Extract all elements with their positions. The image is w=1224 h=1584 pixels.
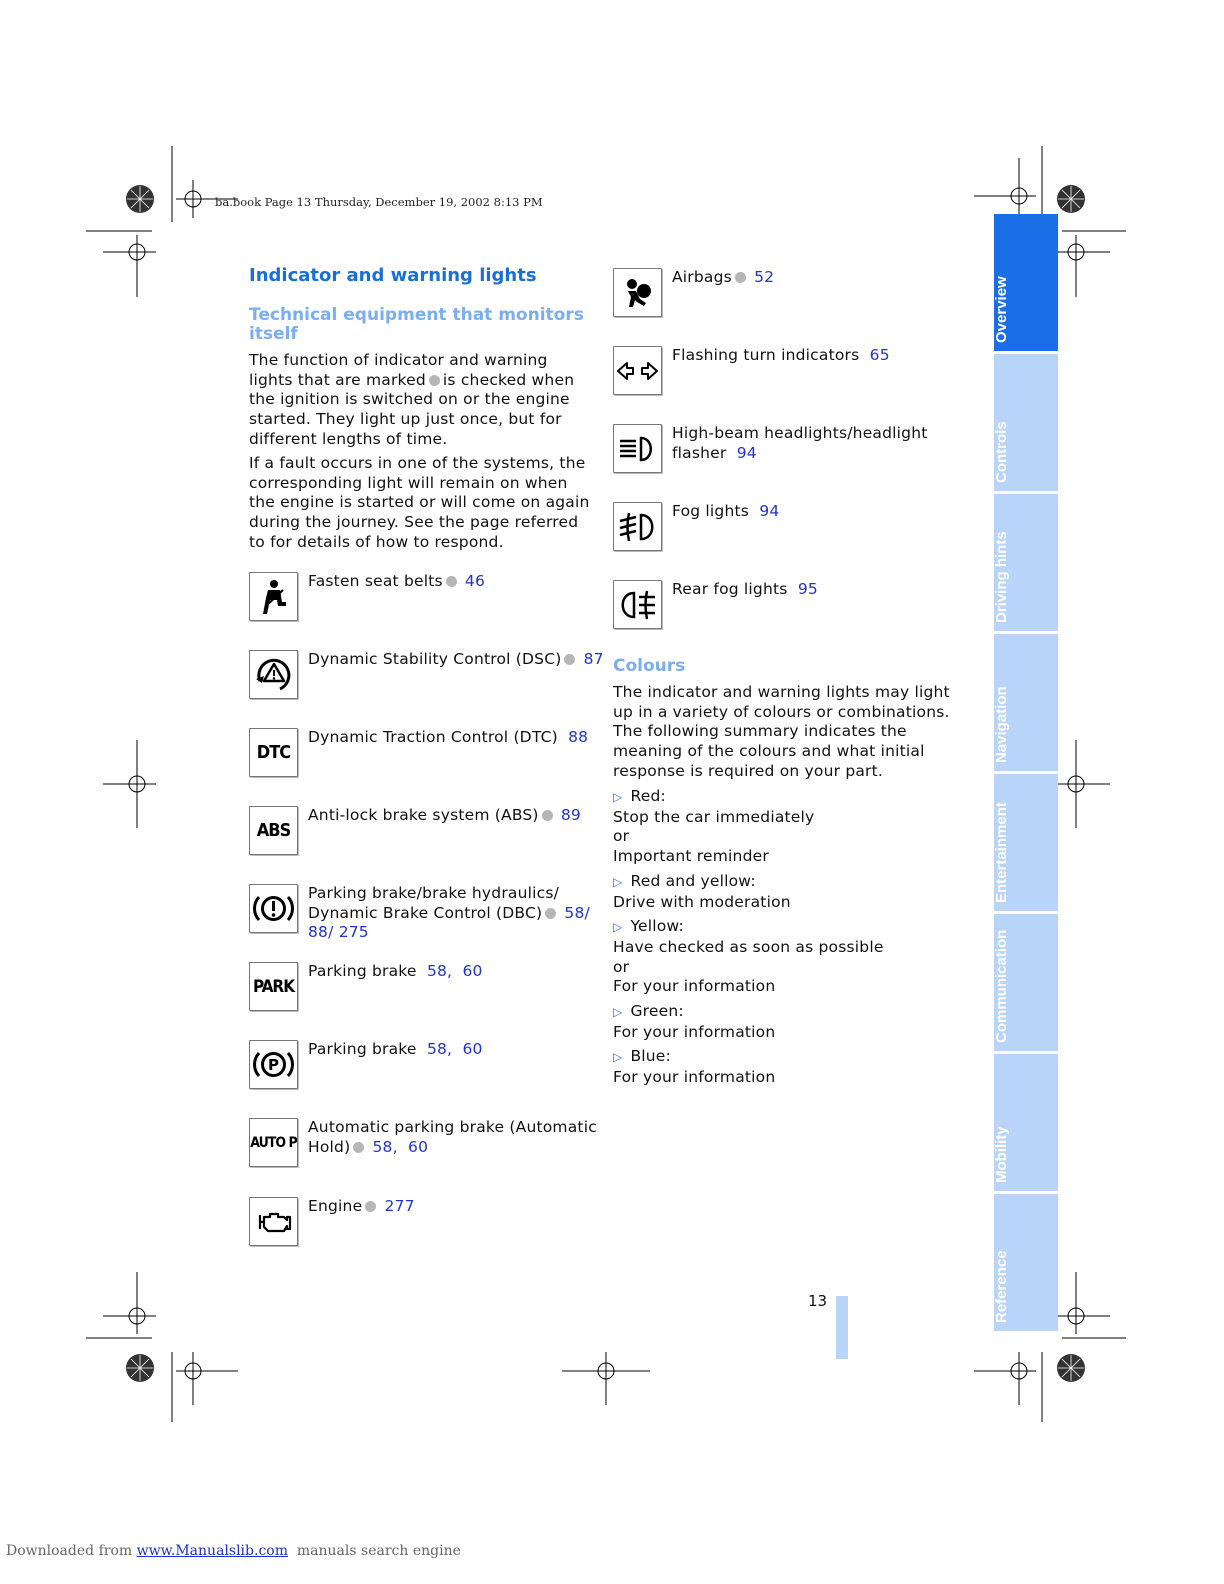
page-ref-link[interactable]: 52 (754, 268, 775, 286)
page-ref-link[interactable]: 88/ (308, 923, 334, 942)
intro-paragraph-2: If a fault occurs in one of the systems, the corresponding light will remain on when the engine is started or will come on again during the journey. See the page referred to for details of how to respond. (249, 454, 590, 551)
page-ref-link[interactable]: 87 (583, 650, 604, 668)
tab-communication[interactable]: Communication (994, 914, 1058, 1051)
page-ref-link[interactable]: 58, (372, 1137, 398, 1156)
check-dot-icon (429, 375, 440, 386)
colour-item-yellow: ▷ Yellow: Have checked as soon as possible or For your information (613, 917, 884, 996)
download-footer: Downloaded from www.Manualslib.com manuals search engine (6, 1543, 461, 1559)
page-ref-link[interactable]: 60 (462, 1040, 483, 1058)
intro-text-after: is checked when the ignition is switched on or the engine started. They light up just once, but for different lengths of time. (249, 370, 575, 448)
manualslib-link[interactable]: www.Manualslib.com (136, 1543, 288, 1559)
entry-text: Dynamic Stability Control (DSC) 87 (308, 650, 604, 668)
page-ref-link[interactable]: 275 (338, 923, 369, 942)
page-ref-link[interactable]: 95 (797, 580, 818, 598)
colour-item-red: ▷ Red: Stop the car immediately or Important reminder (613, 787, 815, 866)
fog-light-icon (613, 502, 662, 551)
tab-entertainment[interactable]: Entertainment (994, 774, 1058, 911)
page-ref-link[interactable]: 89 (560, 806, 581, 824)
tab-driving-hints[interactable]: Driving hints (994, 494, 1058, 631)
chapter-tabs (994, 214, 1058, 1334)
colour-item-green: ▷ Green: For your information (613, 1002, 776, 1041)
print-header: ba.book Page 13 Thursday, December 19, 2002 8:13 PM (215, 195, 543, 209)
abs-icon: ABS (249, 806, 298, 855)
entry-text: Dynamic Traction Control (DTC) 88 (308, 728, 589, 746)
bullet-triangle-icon: ▷ (613, 790, 623, 804)
tab-overview[interactable]: Overview (994, 214, 1058, 351)
page-ref-link[interactable]: 58, (426, 962, 453, 980)
colours-intro: The indicator and warning lights may light up in a variety of colours or combinations. The following summary indicates the meaning of the colours and what initial response is required on your part. (613, 683, 950, 780)
check-dot-icon (545, 908, 556, 919)
entry-text: Airbags 52 (672, 268, 775, 286)
entry-text: Parking brake 58, 60 (308, 962, 483, 980)
page-ref-link[interactable]: 94 (736, 443, 757, 462)
brake-hydraulics-icon (249, 884, 298, 933)
bullet-triangle-icon: ▷ (613, 1050, 623, 1065)
entry-text: Parking brake 58, 60 (308, 1040, 483, 1058)
check-dot-icon (542, 810, 553, 821)
svg-text:P: P (268, 1056, 279, 1074)
seat-belt-icon (249, 572, 298, 621)
entry-text: Fog lights 94 (672, 502, 780, 520)
intro-text-before: The function of indicator and warning lights that are marked (249, 351, 548, 389)
check-dot-icon (365, 1201, 376, 1212)
page-number-bar (836, 1296, 848, 1359)
tab-mobility[interactable]: Mobility (994, 1054, 1058, 1191)
bullet-triangle-icon: ▷ (613, 874, 623, 889)
dtc-icon: DTC (249, 728, 298, 777)
entry-text: Automatic parking brake (Automatic Hold) 58, 60 (308, 1118, 597, 1156)
page-ref-link[interactable]: 58, (426, 1040, 453, 1058)
turn-indicator-icon (613, 346, 662, 395)
check-dot-icon (353, 1142, 364, 1153)
entry-text: Engine 277 (308, 1197, 415, 1215)
page-ref-link[interactable]: 88 (568, 728, 589, 746)
page-ref-link[interactable]: 60 (462, 962, 483, 980)
colours-list (613, 787, 953, 1088)
entry-text: Rear fog lights 95 (672, 580, 818, 598)
engine-icon (249, 1197, 298, 1246)
tab-navigation[interactable]: Navigation (994, 634, 1058, 771)
page-ref-link[interactable]: 65 (869, 346, 890, 364)
entry-text: Flashing turn indicators 65 (672, 346, 890, 364)
rear-fog-light-icon (613, 580, 662, 629)
entry-text: High-beam headlights/headlight flasher 94 (672, 424, 928, 462)
check-dot-icon (564, 654, 575, 665)
tab-reference[interactable]: Reference (994, 1194, 1058, 1331)
tab-controls[interactable]: Controls (994, 354, 1058, 491)
parking-brake-p-icon (249, 1040, 298, 1089)
section-subtitle: Technical equipment that monitors itself (249, 305, 584, 344)
page-ref-link[interactable]: 58/ (564, 903, 590, 922)
airbag-icon (613, 268, 662, 317)
colour-item-blue: ▷ Blue: For your information (613, 1047, 776, 1087)
page-title: Indicator and warning lights (249, 265, 537, 286)
page-ref-link[interactable]: 60 (408, 1137, 429, 1156)
high-beam-icon (613, 424, 662, 473)
page-number: 13 (808, 1292, 828, 1310)
bullet-triangle-icon: ▷ (613, 920, 623, 935)
colour-item-red-yellow: ▷ Red and yellow: Drive with moderation (613, 871, 791, 911)
entry-text: Parking brake/brake hydraulics/ Dynamic Brake Control (DBC) 58/ 88/ 275 (308, 884, 590, 942)
check-dot-icon (446, 576, 457, 587)
page-ref-link[interactable]: 46 (464, 572, 486, 590)
page-ref-link[interactable]: 277 (384, 1197, 415, 1215)
intro-paragraph-1 (249, 351, 594, 450)
auto-p-icon: AUTO P (249, 1118, 298, 1167)
check-dot-icon (735, 272, 746, 283)
page-ref-link[interactable]: 94 (759, 502, 780, 520)
dsc-warning-icon (249, 650, 298, 699)
colours-heading: Colours (613, 656, 686, 676)
bullet-triangle-icon: ▷ (613, 1005, 623, 1020)
entry-text: Fasten seat belts 46 (308, 572, 486, 590)
entry-text: Anti-lock brake system (ABS) 89 (308, 806, 581, 824)
park-text-icon: PARK (249, 962, 298, 1011)
